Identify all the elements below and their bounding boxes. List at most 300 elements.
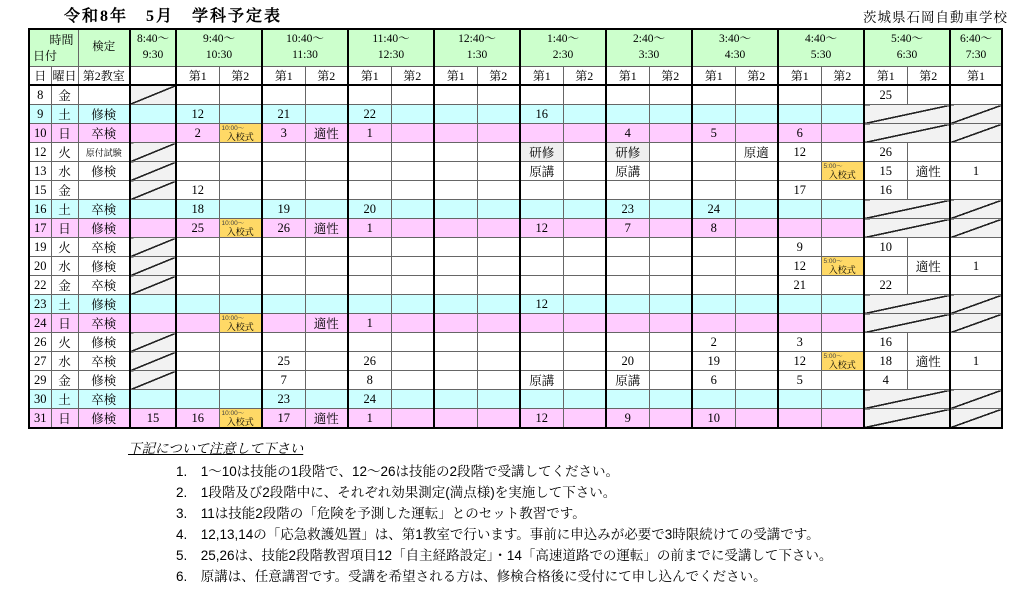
diagonal-cell [130, 257, 176, 276]
schedule-cell [735, 295, 778, 314]
schedule-cell [606, 85, 649, 105]
schedule-cell [520, 333, 563, 352]
table-row [29, 200, 1002, 219]
period-header: 第1 [950, 66, 1002, 85]
diagonal-cell [130, 162, 176, 181]
schedule-cell [391, 200, 434, 219]
schedule-cell [520, 181, 563, 200]
diagonal-cell [130, 238, 176, 257]
schedule-cell [821, 390, 864, 409]
schedule-cell [821, 85, 864, 105]
time-slot-header: 8:40〜 9:30 [130, 29, 176, 66]
ceremony-label: 入校式 [226, 417, 254, 427]
schedule-cell [649, 85, 692, 105]
notes [128, 437, 1024, 587]
schedule-cell: 8 [692, 219, 735, 238]
exam-cell: 修検 [78, 333, 130, 352]
schedule-cell [907, 143, 950, 162]
schedule-cell [692, 390, 735, 409]
weekday-cell: 水 [51, 162, 78, 181]
schedule-cell [606, 333, 649, 352]
schedule-cell [434, 314, 477, 333]
schedule-cell [950, 371, 1002, 390]
note-item: 5. 25,26は、技能2段階教習項目12「自主経路設定」・14「高速道路での運転」の前までに受講して下さい。 [176, 548, 833, 563]
period-header-empty [130, 66, 176, 85]
schedule-cell [262, 181, 305, 200]
schedule-cell [219, 105, 262, 124]
schedule-cell [950, 143, 1002, 162]
schedule-cell [907, 238, 950, 257]
schedule-cell [219, 143, 262, 162]
schedule-cell [434, 219, 477, 238]
ceremony-label: 入校式 [226, 132, 254, 142]
date-cell: 30 [29, 390, 51, 409]
schedule-cell [434, 238, 477, 257]
schedule-cell [391, 105, 434, 124]
ceremony-time-label: 10:00〜 [221, 315, 245, 322]
schedule-cell [692, 85, 735, 105]
schedule-cell [434, 200, 477, 219]
schedule-cell [348, 257, 391, 276]
schedule-cell [735, 200, 778, 219]
date-cell: 31 [29, 409, 51, 429]
schedule-cell [305, 333, 348, 352]
schedule-cell [130, 200, 176, 219]
ceremony-time-label: 10:00〜 [221, 410, 245, 417]
room-header: 第2教室 [78, 66, 130, 85]
schedule-cell [219, 333, 262, 352]
schedule-cell [477, 143, 520, 162]
schedule-cell [176, 314, 219, 333]
table-row [29, 238, 1002, 257]
schedule-cell [692, 295, 735, 314]
schedule-cell [391, 295, 434, 314]
schedule-cell [649, 276, 692, 295]
schedule-cell [391, 352, 434, 371]
schedule-cell [477, 181, 520, 200]
schedule-cell [606, 181, 649, 200]
diagonal-cell [950, 295, 1002, 314]
schedule-cell [348, 238, 391, 257]
schedule-cell [348, 85, 391, 105]
schedule-cell [219, 200, 262, 219]
exam-cell: 修検 [78, 295, 130, 314]
schedule-cell [563, 371, 606, 390]
schedule-cell [219, 390, 262, 409]
schedule-cell [130, 105, 176, 124]
weekday-cell: 金 [51, 276, 78, 295]
diagonal-cell [130, 85, 176, 105]
weekday-cell: 水 [51, 257, 78, 276]
title-bar [0, 0, 1024, 28]
schedule-cell [649, 333, 692, 352]
time-slot-header: 2:40〜 3:30 [606, 29, 692, 66]
date-cell: 19 [29, 238, 51, 257]
schedule-cell: 適性 [305, 314, 348, 333]
schedule-cell [821, 219, 864, 238]
schedule-cell [305, 371, 348, 390]
schedule-cell: 研修 [606, 143, 649, 162]
schedule-cell [305, 162, 348, 181]
schedule-cell [778, 295, 821, 314]
schedule-cell [391, 314, 434, 333]
weekday-cell: 日 [51, 124, 78, 143]
schedule-cell: 適性 [305, 409, 348, 429]
exam-cell: 原付試験 [78, 143, 130, 162]
schedule-cell [305, 200, 348, 219]
schedule-cell [692, 276, 735, 295]
schedule-cell: 5 [778, 371, 821, 390]
schedule-cell: 2 [176, 124, 219, 143]
schedule-cell [477, 333, 520, 352]
schedule-cell [735, 314, 778, 333]
time-slot-header: 4:40〜 5:30 [778, 29, 864, 66]
schedule-cell: 24 [692, 200, 735, 219]
date-cell: 29 [29, 371, 51, 390]
schedule-cell [434, 85, 477, 105]
schedule-cell: 10 [692, 409, 735, 429]
schedule-cell [520, 124, 563, 143]
schedule-cell [821, 124, 864, 143]
table-row [29, 105, 1002, 124]
schedule-cell: 7 [262, 371, 305, 390]
date-cell: 22 [29, 276, 51, 295]
schedule-cell: 1 [348, 124, 391, 143]
exam-cell: 修検 [78, 162, 130, 181]
date-cell: 16 [29, 200, 51, 219]
schedule-cell [305, 276, 348, 295]
weekday-cell: 金 [51, 85, 78, 105]
date-cell: 9 [29, 105, 51, 124]
table-row [29, 295, 1002, 314]
schedule-cell: 適性 [907, 352, 950, 371]
period-header: 第1 [262, 66, 305, 85]
schedule-cell [821, 276, 864, 295]
schedule-cell: 1 [950, 162, 1002, 181]
schedule-cell [821, 105, 864, 124]
schedule-cell [735, 257, 778, 276]
schedule-cell [434, 105, 477, 124]
schedule-cell: 23 [262, 390, 305, 409]
diagonal-cell [130, 143, 176, 162]
period-header: 第1 [434, 66, 477, 85]
schedule-cell: 12 [176, 181, 219, 200]
schedule-cell: 22 [348, 105, 391, 124]
diagonal-cell [864, 295, 950, 314]
schedule-cell [477, 124, 520, 143]
time-slot-header: 3:40〜 4:30 [692, 29, 778, 66]
schedule-cell [821, 333, 864, 352]
schedule-cell [477, 276, 520, 295]
schedule-cell: 16 [176, 409, 219, 429]
schedule-cell [520, 314, 563, 333]
schedule-cell [262, 333, 305, 352]
schedule-cell [649, 409, 692, 429]
date-cell: 23 [29, 295, 51, 314]
weekday-cell: 土 [51, 200, 78, 219]
schedule-cell [434, 295, 477, 314]
schedule-cell: 原適 [735, 143, 778, 162]
diagonal-cell [130, 333, 176, 352]
date-cell: 12 [29, 143, 51, 162]
schedule-cell: 原講 [606, 162, 649, 181]
schedule-cell [649, 295, 692, 314]
period-header: 第1 [520, 66, 563, 85]
schedule-cell [821, 409, 864, 429]
diagonal-cell [864, 105, 950, 124]
exam-cell: 修検 [78, 409, 130, 429]
schedule-cell [649, 257, 692, 276]
period-header: 第2 [735, 66, 778, 85]
schedule-cell [477, 219, 520, 238]
schedule-cell [176, 85, 219, 105]
schedule-cell [735, 276, 778, 295]
schedule-cell [262, 314, 305, 333]
schedule-cell [864, 257, 907, 276]
schedule-cell [563, 314, 606, 333]
schedule-cell [735, 162, 778, 181]
diagonal-cell [130, 276, 176, 295]
note-item: 1. 1〜10は技能の1段階で、12〜26は技能の2段階で受講してください。 [176, 464, 620, 479]
schedule-cell [262, 85, 305, 105]
diagonal-cell [864, 314, 950, 333]
schedule-cell [563, 276, 606, 295]
corner-date-label: 日付 [33, 49, 58, 64]
date-cell: 17 [29, 219, 51, 238]
schedule-cell [391, 143, 434, 162]
schedule-cell: 9 [606, 409, 649, 429]
schedule-cell [348, 333, 391, 352]
schedule-cell [348, 181, 391, 200]
schedule-cell: 20 [348, 200, 391, 219]
schedule-cell: 原講 [520, 371, 563, 390]
schedule-cell: 22 [864, 276, 907, 295]
table-row [29, 85, 1002, 105]
schedule-cell [563, 238, 606, 257]
schedule-cell: 24 [348, 390, 391, 409]
exam-cell: 修検 [78, 219, 130, 238]
ceremony-time-label: 10:00〜 [221, 220, 245, 227]
schedule-cell: 2 [692, 333, 735, 352]
schedule-cell [821, 295, 864, 314]
schedule-cell [692, 257, 735, 276]
schedule-cell: 7 [606, 219, 649, 238]
schedule-cell [219, 238, 262, 257]
schedule-cell [176, 276, 219, 295]
schedule-cell [950, 85, 1002, 105]
schedule-table [28, 28, 1003, 429]
schedule-cell [434, 352, 477, 371]
schedule-cell [477, 314, 520, 333]
schedule-cell: 3 [262, 124, 305, 143]
schedule-cell [692, 162, 735, 181]
schedule-cell: 23 [606, 200, 649, 219]
schedule-cell: 研修 [520, 143, 563, 162]
schedule-cell [520, 238, 563, 257]
schedule-cell: 26 [348, 352, 391, 371]
schedule-cell [563, 124, 606, 143]
period-header: 第2 [821, 66, 864, 85]
schedule-cell [477, 238, 520, 257]
schedule-cell [305, 238, 348, 257]
schedule-cell: 16 [520, 105, 563, 124]
schedule-cell [692, 238, 735, 257]
schedule-cell [563, 352, 606, 371]
table-row [29, 276, 1002, 295]
weekday-cell: 日 [51, 219, 78, 238]
schedule-cell [563, 200, 606, 219]
schedule-cell [434, 371, 477, 390]
day-header: 日 [29, 66, 51, 85]
table-row [29, 352, 1002, 371]
schedule-cell [735, 333, 778, 352]
schedule-cell [219, 85, 262, 105]
schedule-cell [692, 105, 735, 124]
schedule-cell: 20 [606, 352, 649, 371]
table-row [29, 181, 1002, 200]
diagonal-cell [864, 219, 950, 238]
schedule-cell [391, 257, 434, 276]
schedule-cell [219, 295, 262, 314]
schedule-cell [391, 238, 434, 257]
schedule-cell: 原講 [520, 162, 563, 181]
schedule-cell [391, 162, 434, 181]
diagonal-cell [950, 409, 1002, 429]
entrance-ceremony-cell [219, 409, 262, 429]
schedule-cell [477, 352, 520, 371]
schedule-cell: 18 [864, 352, 907, 371]
table-row [29, 257, 1002, 276]
weekday-cell: 火 [51, 143, 78, 162]
schedule-cell [305, 257, 348, 276]
period-header: 第1 [176, 66, 219, 85]
schedule-cell [520, 200, 563, 219]
schedule-cell [563, 181, 606, 200]
schedule-cell [477, 295, 520, 314]
schedule-cell [262, 143, 305, 162]
schedule-cell [950, 333, 1002, 352]
schedule-cell [130, 314, 176, 333]
schedule-cell [735, 105, 778, 124]
time-slot-header: 5:40〜 6:30 [864, 29, 950, 66]
exam-cell: 卒検 [78, 238, 130, 257]
weekday-cell: 日 [51, 409, 78, 429]
time-header-row [29, 29, 1002, 66]
schedule-cell: 12 [520, 219, 563, 238]
weekday-cell: 土 [51, 295, 78, 314]
exam-cell: 卒検 [78, 200, 130, 219]
schedule-cell [563, 409, 606, 429]
schedule-cell [391, 181, 434, 200]
schedule-cell: 16 [864, 181, 907, 200]
entrance-ceremony-cell [219, 314, 262, 333]
schedule-cell: 適性 [907, 162, 950, 181]
schedule-cell [434, 390, 477, 409]
schedule-cell [649, 124, 692, 143]
period-header: 第2 [907, 66, 950, 85]
schedule-cell [692, 314, 735, 333]
corner-time-label: 時間 [49, 33, 74, 47]
schedule-cell [821, 143, 864, 162]
period-header-row [29, 66, 1002, 85]
period-header: 第2 [649, 66, 692, 85]
schedule-cell [563, 333, 606, 352]
exam-cell [78, 181, 130, 200]
schedule-cell: 21 [262, 105, 305, 124]
schedule-cell [477, 371, 520, 390]
period-header: 第2 [219, 66, 262, 85]
diagonal-cell [130, 352, 176, 371]
schedule-cell: 8 [348, 371, 391, 390]
entrance-ceremony-cell [219, 219, 262, 238]
schedule-cell [262, 238, 305, 257]
schedule-cell [305, 143, 348, 162]
ceremony-label: 入校式 [828, 265, 856, 275]
schedule-cell: 1 [348, 219, 391, 238]
ceremony-time-label: 10:00〜 [221, 125, 245, 132]
schedule-cell [563, 219, 606, 238]
diagonal-cell [950, 200, 1002, 219]
date-cell: 8 [29, 85, 51, 105]
schedule-cell: 25 [864, 85, 907, 105]
schedule-cell [907, 276, 950, 295]
schedule-cell [262, 295, 305, 314]
schedule-cell [649, 181, 692, 200]
weekday-cell: 土 [51, 390, 78, 409]
schedule-cell [821, 200, 864, 219]
schedule-cell [391, 124, 434, 143]
diagonal-cell [950, 105, 1002, 124]
schedule-cell [348, 295, 391, 314]
diagonal-cell [950, 390, 1002, 409]
schedule-cell: 12 [520, 409, 563, 429]
schedule-cell [305, 105, 348, 124]
schedule-cell: 1 [348, 409, 391, 429]
schedule-cell [563, 105, 606, 124]
exam-cell: 修検 [78, 371, 130, 390]
table-row [29, 371, 1002, 390]
schedule-cell [821, 181, 864, 200]
schedule-cell [649, 219, 692, 238]
diagonal-cell [864, 124, 950, 143]
schedule-cell [305, 295, 348, 314]
schedule-cell [735, 352, 778, 371]
schedule-cell [391, 333, 434, 352]
ceremony-time-label: 5:00〜 [823, 163, 843, 170]
schedule-cell [305, 181, 348, 200]
ceremony-label: 入校式 [226, 227, 254, 237]
schedule-cell [391, 371, 434, 390]
schedule-cell [219, 371, 262, 390]
schedule-cell [305, 85, 348, 105]
schedule-cell [907, 333, 950, 352]
schedule-cell [305, 390, 348, 409]
schedule-cell [434, 333, 477, 352]
schedule-cell [950, 181, 1002, 200]
diagonal-cell [864, 200, 950, 219]
schedule-cell [434, 181, 477, 200]
diagonal-cell [864, 409, 950, 429]
schedule-cell [391, 219, 434, 238]
table-row [29, 162, 1002, 181]
ceremony-time-label: 5:00〜 [823, 353, 843, 360]
schedule-cell [606, 257, 649, 276]
schedule-cell: 12 [778, 257, 821, 276]
exam-cell: 修検 [78, 257, 130, 276]
schedule-cell [348, 276, 391, 295]
schedule-cell [950, 238, 1002, 257]
schedule-cell [520, 352, 563, 371]
